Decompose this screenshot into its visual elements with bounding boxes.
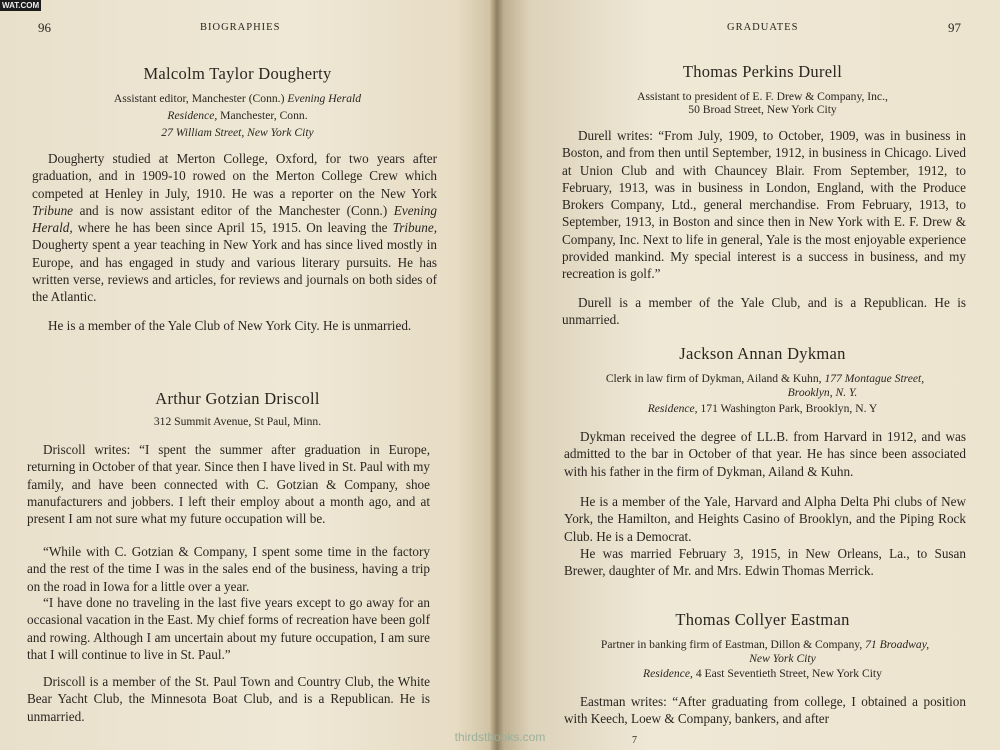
entry-info-line: Assistant to president of E. F. Drew & Company, Inc., <box>637 90 888 103</box>
running-head-right: GRADUATES <box>727 22 799 33</box>
entry-name: Jackson Annan Dykman <box>679 344 846 363</box>
page-number-right: 97 <box>948 20 961 35</box>
entry-info-line: Residence, 4 East Seventieth Street, New York City <box>643 667 882 680</box>
residence-label: Residence, <box>167 109 218 122</box>
entry-paragraph: Durell is a member of the Yale Club, and is a Republican. He is unmarried. <box>562 295 966 328</box>
residence-label: Residence, <box>643 667 693 680</box>
page-number-left: 96 <box>38 20 51 35</box>
corner-mark: WAT.COM <box>2 1 40 10</box>
entry-name: Arthur Gotzian Driscoll <box>155 389 320 408</box>
entry-info-line: New York City <box>749 652 816 665</box>
entry-info-line: Residence, Manchester, Conn. <box>167 109 308 122</box>
entry-paragraph: “While with C. Gotzian & Company, I spent some time in the factory and the rest of the time I was in the sales end of the business, having a trip on the road in Iowa for a little over a year. <box>27 544 430 594</box>
entry-name: Thomas Perkins Durell <box>682 62 843 81</box>
entry-paragraph: He is a member of the Yale Club of New York City. He is unmarried. <box>48 318 412 333</box>
book-gutter <box>490 0 504 750</box>
entry-info-line: 27 William Street, New York City <box>161 126 314 139</box>
entry-paragraph: “I have done no traveling in the last five years except to go away for an occasional vacation in the East. My chief forms of recreation have been golf and rowing. Although I am uncertain about my future occupation, I am sure that I will continue to live in St. Paul.” <box>27 595 430 662</box>
entry-info-line: Brooklyn, N. Y. <box>787 386 858 399</box>
entry-paragraph: Dougherty studied at Merton College, Oxford, for two years after graduation, and in 1909-10 rowed on the Merton College Crew which competed at Henley in July, 1910. He was a reporter on the New York Tribune and is now assistant editor of the Manchester (Conn.) Evening Herald, where he has been since April 15, 1915. On leaving the Tribune, Dougherty spent a year teaching in New York and has since lived mostly in Europe, and has engaged in study and various literary pursuits. He has written verse, reviews and articles, for reviews and journals on both sides of the Atlantic. <box>32 151 437 305</box>
entry-paragraph: He was married February 3, 1915, in New Orleans, La., to Susan Brewer, daughter of Mr. and Mrs. Edwin Thomas Merrick. <box>564 546 966 579</box>
watermark: thirdstbooks.com <box>454 730 546 744</box>
entry-info-line: Partner in banking firm of Eastman, Dillon & Company, 71 Broadway, <box>600 638 930 651</box>
entry-info-line: Clerk in law firm of Dykman, Ailand & Kuhn, 177 Montague Street, <box>605 372 925 385</box>
entry-info-line: 312 Summit Avenue, St Paul, Minn. <box>153 415 322 428</box>
entry-paragraph: Driscoll writes: “I spent the summer after graduation in Europe, returning in October of that year. Since then I have lived in St. Paul with my family, and have been connected with C. Gotzian & Company, shoe manufacturers and jobbers. I left their employ about a month ago, and at present I am not sure what my future occupation will be. <box>27 442 430 527</box>
signature-mark: 7 <box>632 735 637 746</box>
newspaper-title: Evening Herald <box>287 92 362 105</box>
address-italic: 177 Montague Street, <box>824 372 925 385</box>
entry-info-line: Residence, 171 Washington Park, Brooklyn, N. Y <box>647 402 878 415</box>
residence-label: Residence, <box>647 402 698 415</box>
entry-paragraph: Eastman writes: “After graduating from college, I obtained a position with Keech, Loew & Company, bankers, and after <box>564 694 966 727</box>
entry-paragraph: Durell writes: “From July, 1909, to October, 1909, was in business in Boston, and from then until September, 1912, in business in Chicago. Lived at Union Club and with Chauncey Blair. From September, 1912, to February, 1913, was in business in London, England, with the Produce Brokers Company, Ltd., general merchandise. From February, 1913, to September, 1913, in Boston and since then in New York with E. F. Drew & Company, Inc. Next to life in general, Yale is the most enjoyable experience provided mankind. My special interest is a success in business, and my recreation is golf.” <box>562 128 966 282</box>
entry-info-line: 50 Broad Street, New York City <box>688 103 837 116</box>
address-italic: 71 Broadway, <box>865 638 930 651</box>
entry-info-line: Assistant editor, Manchester (Conn.) Evening Herald <box>113 92 362 105</box>
entry-name: Thomas Collyer Eastman <box>675 610 850 629</box>
running-head-left: BIOGRAPHIES <box>200 22 281 33</box>
entry-paragraph: He is a member of the Yale, Harvard and Alpha Delta Phi clubs of New York, the Hamilton, and Heights Casino of Brooklyn, and the Piping Rock Club. He is a Democrat. <box>564 494 966 544</box>
entry-paragraph: Driscoll is a member of the St. Paul Town and Country Club, the White Bear Yacht Club, the Minnesota Boat Club, and is a Republican. He is unmarried. <box>27 674 430 724</box>
entry-paragraph: Dykman received the degree of LL.B. from Harvard in 1912, and was admitted to the bar in October of that year. He has since been associated with his father in the firm of Dykman, Ailand & Kuhn. <box>564 429 966 479</box>
entry-name: Malcolm Taylor Dougherty <box>143 64 332 83</box>
